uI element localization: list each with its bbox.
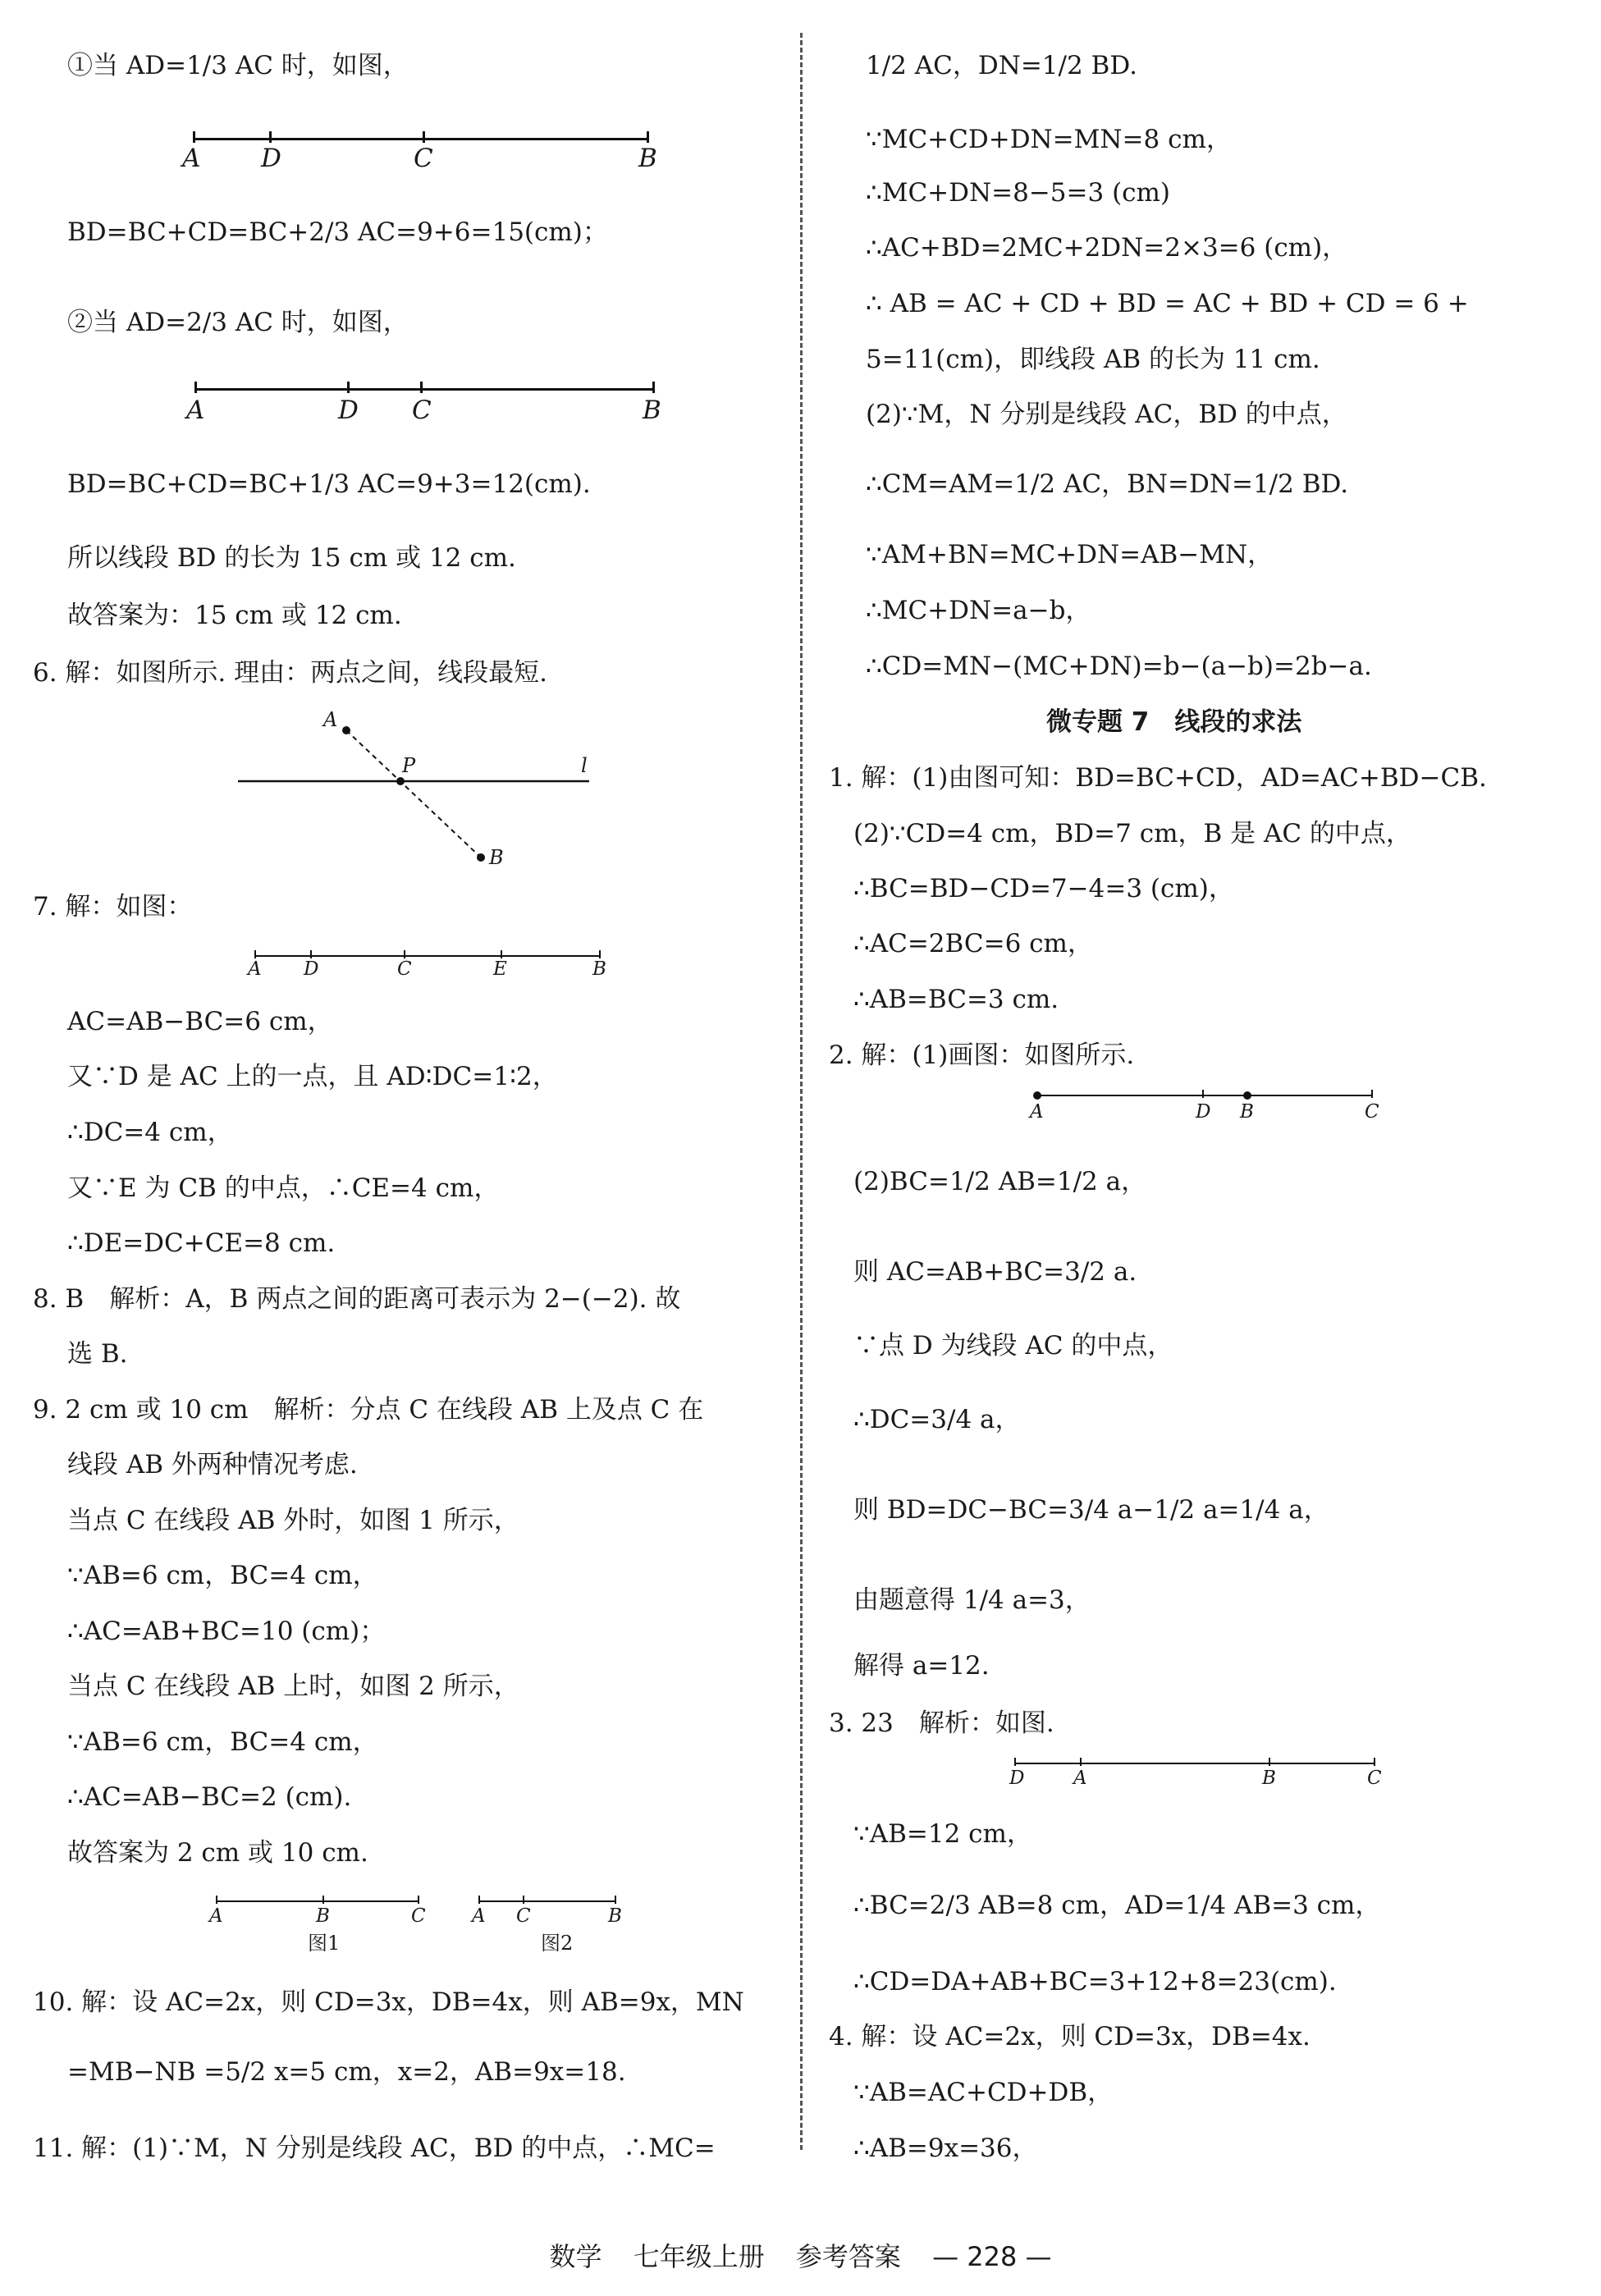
text-line: ∴MC+DN=8−5=3 (cm): [866, 178, 1171, 208]
text-line: 故答案为 2 cm 或 10 cm.: [67, 1838, 368, 1868]
label-A: A: [248, 958, 262, 980]
column-divider: [800, 33, 803, 2150]
segment-figure-9-2: [472, 1896, 628, 1961]
label-C: C: [414, 144, 433, 173]
label-B: B: [489, 846, 504, 869]
text-line: 由题意得 1/4 a=3，: [853, 1585, 1091, 1615]
text-line: 当点 C 在线段 AB 外时，如图 1 所示，: [67, 1506, 519, 1535]
segment-figure-r2: [1030, 1090, 1379, 1131]
text-line: ∴DC=4 cm，: [67, 1118, 233, 1147]
text-line: ∵MC+CD+DN=MN=8 cm，: [866, 125, 1232, 154]
label-B: B: [608, 1905, 622, 1927]
label-D: D: [338, 396, 359, 425]
text-line: ∴DC=3/4 a，: [853, 1405, 1021, 1434]
label-A: A: [182, 144, 201, 173]
text-line: 线段 AB 外两种情况考虑.: [67, 1450, 358, 1480]
text-line: ①当 AD=1/3 AC 时，如图，: [67, 51, 409, 80]
label-D: D: [1196, 1101, 1211, 1123]
text-line: AC=AB−BC=6 cm，: [67, 1007, 333, 1036]
text-line: ∵AB=AC+CD+DB，: [853, 2078, 1114, 2107]
text-line: 7. 解：如图：: [33, 892, 193, 922]
label-D: D: [304, 958, 319, 980]
text-line: 则 BD=DC−BC=3/4 a−1/2 a=1/4 a，: [853, 1495, 1329, 1525]
label-P: P: [402, 754, 416, 777]
text-line: 1. 解：(1)由图可知：BD=BC+CD，AD=AC+BD−CB.: [829, 763, 1487, 793]
text-line: ∴AB=9x=36，: [853, 2134, 1038, 2163]
text-line: 又∵D 是 AC 上的一点，且 AD∶DC=1∶2，: [67, 1062, 558, 1091]
label-l: l: [581, 754, 588, 777]
text-line: ∴DE=DC+CE=8 cm.: [67, 1228, 336, 1258]
label-B: B: [1240, 1101, 1254, 1123]
label-C: C: [397, 958, 412, 980]
text-line: ∴ AB = AC + CD + BD = AC + BD + CD = 6 +: [866, 289, 1469, 318]
label-A: A: [1073, 1768, 1087, 1789]
text-line: 5=11(cm)，即线段 AB 的长为 11 cm.: [866, 345, 1320, 374]
text-line: 3. 23 解析：如图.: [829, 1708, 1054, 1738]
text-line: ∴CD=MN−(MC+DN)=b−(a−b)=2b−a.: [866, 652, 1372, 681]
figure-caption: 图2: [541, 1932, 574, 1955]
footer-subject: 数学: [549, 2241, 602, 2272]
text-line: BD=BC+CD=BC+2/3 AC=9+6=15(cm)；: [67, 217, 608, 247]
text-line: 6. 解：如图所示. 理由：两点之间，线段最短.: [33, 658, 547, 688]
label-C: C: [1367, 1768, 1382, 1789]
text-line: ∵AM+BN=MC+DN=AB−MN，: [866, 540, 1274, 569]
segment-figure-1: [172, 131, 681, 181]
text-line: ∴CD=DA+AB+BC=3+12+8=23(cm).: [853, 1967, 1337, 1996]
text-line: 10. 解：设 AC=2x，则 CD=3x，DB=4x，则 AB=9x，MN: [33, 1987, 744, 2017]
text-line: 8. B 解析：A，B 两点之间的距离可表示为 2−(−2). 故: [33, 1284, 681, 1314]
text-line: ∴BC=2/3 AB=8 cm，AD=1/4 AB=3 cm，: [853, 1891, 1381, 1920]
text-line: =MB−NB =5/2 x=5 cm，x=2，AB=9x=18.: [67, 2057, 626, 2087]
text-line: (2)BC=1/2 AB=1/2 a，: [853, 1167, 1147, 1196]
label-B: B: [592, 958, 606, 980]
text-line: ∴BC=BD−CD=7−4=3 (cm)，: [853, 874, 1234, 903]
label-E: E: [493, 958, 507, 980]
text-line: 当点 C 在线段 AB 上时，如图 2 所示，: [67, 1672, 519, 1701]
text-line: 又∵E 为 CB 的中点，∴CE=4 cm，: [67, 1173, 500, 1203]
text-line: 1/2 AC，DN=1/2 BD.: [866, 51, 1137, 80]
text-line: ∵AB=6 cm，BC=4 cm，: [67, 1561, 378, 1590]
footer-section: 参考答案: [795, 2241, 901, 2272]
label-A: A: [209, 1905, 223, 1927]
text-line: ∴AC=2BC=6 cm，: [853, 929, 1093, 958]
section-title: 微专题 7 线段的求法: [1046, 707, 1302, 737]
text-line: ∴CM=AM=1/2 AC，BN=DN=1/2 BD.: [866, 469, 1349, 499]
text-line: ∵AB=6 cm，BC=4 cm，: [67, 1727, 378, 1757]
label-C: C: [1365, 1101, 1379, 1123]
text-line: (2)∵CD=4 cm，BD=7 cm，B 是 AC 的中点，: [853, 819, 1411, 848]
segment-figure-7: [246, 950, 624, 991]
text-line: 11. 解：(1)∵M，N 分别是线段 AC，BD 的中点，∴MC=: [33, 2134, 716, 2163]
text-line: (2)∵M，N 分别是线段 AC，BD 的中点，: [866, 400, 1347, 429]
text-line: 2. 解：(1)画图：如图所示.: [829, 1041, 1135, 1070]
text-line: 解得 a=12.: [853, 1651, 990, 1681]
segment-figure-9-1: [209, 1896, 431, 1961]
text-line: ∴AB=BC=3 cm.: [853, 985, 1059, 1014]
shortest-path-figure: [238, 706, 607, 870]
label-B: B: [1262, 1768, 1276, 1789]
text-line: ∵AB=12 cm，: [853, 1819, 1032, 1849]
text-line: BD=BC+CD=BC+1/3 AC=9+3=12(cm).: [67, 469, 591, 499]
text-line: ∴AC+BD=2MC+2DN=2×3=6 (cm)，: [866, 233, 1348, 263]
text-line: ∴MC+DN=a−b，: [866, 596, 1091, 625]
label-B: B: [638, 144, 657, 173]
text-line: 所以线段 BD 的长为 15 cm 或 12 cm.: [67, 543, 516, 573]
label-C: C: [412, 396, 432, 425]
text-line: ②当 AD=2/3 AC 时，如图，: [67, 308, 409, 337]
label-D: D: [1009, 1768, 1025, 1789]
text-line: ∴AC=AB−BC=2 (cm).: [67, 1782, 352, 1812]
text-line: 4. 解：设 AC=2x，则 CD=3x，DB=4x.: [829, 2022, 1311, 2051]
text-line: ∴AC=AB+BC=10 (cm)；: [67, 1617, 386, 1646]
label-B: B: [643, 396, 661, 425]
label-D: D: [261, 144, 281, 173]
label-A: A: [323, 708, 338, 731]
label-B: B: [316, 1905, 330, 1927]
footer-grade: 七年级上册: [633, 2241, 765, 2272]
text-line: 则 AC=AB+BC=3/2 a.: [853, 1257, 1137, 1287]
segment-figure-r3: [1009, 1758, 1382, 1799]
figure-caption: 图1: [308, 1932, 341, 1955]
page-footer: [0, 2240, 1601, 2273]
segment-figure-2: [176, 382, 685, 431]
label-A: A: [472, 1905, 486, 1927]
label-A: A: [1030, 1101, 1044, 1123]
path-diagram: [238, 706, 607, 870]
text-line: 故答案为：15 cm 或 12 cm.: [67, 601, 402, 630]
label-A: A: [186, 396, 205, 425]
text-line: 选 B.: [67, 1339, 128, 1369]
label-C: C: [516, 1905, 531, 1927]
page-number: — 228 —: [932, 2241, 1052, 2272]
text-line: ∵点 D 为线段 AC 的中点，: [853, 1331, 1173, 1361]
text-line: 9. 2 cm 或 10 cm 解析：分点 C 在线段 AB 上及点 C 在: [33, 1395, 704, 1425]
label-C: C: [411, 1905, 426, 1927]
